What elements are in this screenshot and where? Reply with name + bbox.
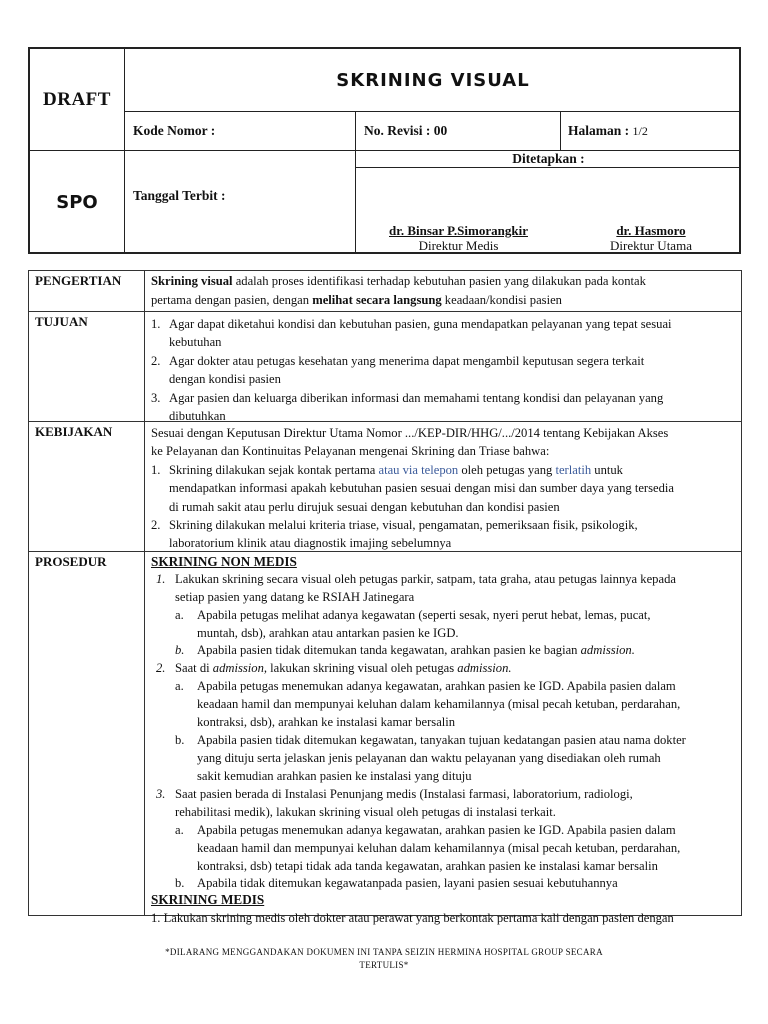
pengertian-term: Skrining visual <box>151 274 233 288</box>
document-title: SKRINING VISUAL <box>336 69 530 91</box>
sub-item-cont: keadaan hamil dan mempunyai keluhan dalam kehamilannya (misal pecah ketuban, perdarahan, <box>197 697 681 711</box>
footer-line-2: TERTULIS* <box>359 960 409 970</box>
pengertian-line1: adalah proses identifikasi terhadap kebutuhan pasien yang dilakukan pada kontak <box>232 274 646 288</box>
kebijakan-label: KEBIJAKAN <box>35 424 113 439</box>
section-heading: SKRINING MEDIS <box>151 892 265 907</box>
signer-1-name: dr. Binsar P.Simorangkir <box>389 223 528 238</box>
prosedur-label: PROSEDUR <box>35 554 107 569</box>
list-item-cont: mendapatkan informasi apakah kebutuhan pasien sesuai dengan misi dan sumber daya yang tersedia <box>169 481 674 495</box>
signer-2-name: dr. Hasmoro <box>616 223 686 238</box>
list-item-cont: setiap pasien yang datang ke RSIAH Jatinegara <box>175 590 415 604</box>
list-item-cont: dibutuhkan <box>169 409 226 423</box>
sub-item-cont: keadaan hamil dan mempunyai keluhan dalam kehamilannya (misal pecah ketuban, perdarahan, <box>197 841 681 855</box>
list-item-cont: laboratorium klinik atau diagnostik imajing sebelumnya <box>169 536 452 550</box>
document-header <box>28 47 741 254</box>
pengertian-line2-end: keadaan/kondisi pasien <box>441 293 562 307</box>
halaman-value: 1/2 <box>632 124 648 138</box>
spo-content-table: PENGERTIAN Skrining visual adalah proses identifikasi terhadap kebutuhan pasien yang dilakukan pada kontak pertama dengan pasien, dengan melihat secara langsung keadaan/kondisi pasien TUJUAN 1. Agar dapat diketahui kondisi dan kebutuhan pasien, guna mendapatkan pelayanan yang tepat sesuai kebutuhan 2. Agar dokter atau petugas kesehatan yang menerima dapat mengambil keputusan segera terkait dengan kondisi pasien 3. Agar pasien dan keluarga diberikan informasi dan memahami tentang kondisi dan pelayanan yang dibutuhkan KEBIJAKAN Sesuai dengan Keputusan Direktur Utama Nomor .../KEP-DIR/HHG/.../2014 tentang Kebijakan Akses ke Pelayanan dan Kontinuitas Pelayanan mengenai Skrining dan Triase bahwa: 1. Skrining dilakukan sejak kontak pertama atau via telepon oleh petugas yang terlatih untuk mendapatkan informasi apakah kebutuhan pasien sesuai dengan misi dan sumber daya yang tersedia di rumah sakit atau perlu dirujuk sesuai dengan kebutuhan dan kondisi pasien 2. Skrining dilakukan melalui kriteria triase, visual, pengamatan, pemeriksaan fisik, psikologik, laboratorium klinik atau diagnostik imajing sebelumnya PROSEDUR SKRINING NON MEDIS 1. Lakukan skrining secara visual oleh petugas parkir, satpam, tata graha, atau petugas lainnya kepada setiap pasien yang datang ke RSIAH Jatinegara a. Apabila petugas melihat adanya kegawatan (seperti sesak, nyeri perut hebat, lemas, pucat, muntah, dsb), arahkan atau antarkan pasien ke IGD. b. Apabila pasien tidak ditemukan tanda kegawatan, arahkan pasien ke bagian admission. 2. Saat di admission, lakukan skrining visual oleh petugas admission. a. Apabila petugas menemukan adanya kegawatan, arahkan pasien ke IGD. Apabila pasien dalam keadaan hamil dan mempunyai keluhan dalam kehamilannya (misal pecah ketuban, perdarahan, kontraksi, dsb), arahkan ke instalasi kamar bersalin b. Apabila pasien tidak ditemukan kegawatan, tanyakan tujuan kedatangan pasien atau nama dokter yang dituju serta jelaskan jenis pelayanan dan waktu pelayanan yang disediakan oleh rumah sakit kemudian arahkan pasien ke instalasi yang dituju 3. Saat pasien berada di Instalasi Penunjang medis (Instalasi farmasi, laboratorium, radiologi, rehabilitasi medik), lakukan skrining visual oleh petugas di instalasi terkait. a. Apabila petugas menemukan adanya kegawatan, arahkan pasien ke IGD. Apabila pasien dalam keadaan hamil dan mempunyai keluhan dalam kehamilannya (misal pecah ketuban, perdarahan, kontraksi, dsb) tetapi tidak ada tanda kegawatan, arahkan pasien ke instalasi kamar bersalin b. Apabila tidak ditemukan kegawatanpada pasien, layani pasien sesuai kebutuhannya SKRINING MEDIS 1. Lakukan skrining medis oleh dokter atau perawat yang berkontak pertama kali dengan pasien dengan <box>28 270 742 916</box>
sub-item-cont: kontraksi, dsb), arahkan ke instalasi kamar bersalin <box>197 715 456 729</box>
halaman-label: Halaman : <box>568 123 630 138</box>
sub-item-cont: kontraksi, dsb) tetapi tidak ada tanda kegawatan, arahkan pasien ke instalasi kamar bersalin <box>197 859 658 873</box>
signer-1 <box>356 223 561 253</box>
draft-label: DRAFT <box>43 88 111 110</box>
spo-label: SPO <box>56 192 98 213</box>
tujuan-label: TUJUAN <box>35 314 88 329</box>
signer-2-title: Direktur Utama <box>610 238 692 253</box>
no-revisi-label: No. Revisi : 00 <box>364 123 448 138</box>
list-item-cont: rehabilitasi medik), lakukan skrining visual oleh petugas di instalasi terkait. <box>175 805 556 819</box>
kebijakan-line: Sesuai dengan Keputusan Direktur Utama Nomor .../KEP-DIR/HHG/.../2014 tentang Kebijakan Akses <box>151 426 669 440</box>
sub-item-cont: yang dituju serta jelaskan jenis pelayanan dan waktu pelayanan yang disediakan oleh rumah <box>197 751 661 765</box>
list-item-cont: dengan kondisi pasien <box>169 372 281 386</box>
footer-line-1: *DILARANG MENGGANDAKAN DOKUMEN INI TANPA SEIZIN HERMINA HOSPITAL GROUP SECARA <box>165 947 603 957</box>
ditetapkan-label: Ditetapkan : <box>512 151 585 166</box>
section-heading: SKRINING NON MEDIS <box>151 554 297 569</box>
tanggal-terbit-label: Tanggal Terbit : <box>133 188 226 203</box>
pengertian-emphasis: melihat secara langsung <box>312 293 442 307</box>
list-item: 1. Lakukan skrining medis oleh dokter atau perawat yang berkontak pertama kali dengan pasien dengan <box>151 911 674 925</box>
pengertian-line2: pertama dengan pasien, dengan <box>151 293 313 307</box>
kebijakan-line: ke Pelayanan dan Kontinuitas Pelayanan mengenai Skrining dan Triase bahwa: <box>151 444 550 458</box>
signer-2 <box>561 223 741 253</box>
pengertian-label: PENGERTIAN <box>35 273 122 288</box>
halaman-field <box>568 123 648 139</box>
sub-item-cont: sakit kemudian arahkan pasien ke instalasi yang dituju <box>197 769 472 783</box>
footer-notice <box>0 946 768 972</box>
signer-1-title: Direktur Medis <box>418 238 499 253</box>
kode-nomor-label: Kode Nomor : <box>133 123 216 138</box>
list-item-cont: di rumah sakit atau perlu dirujuk sesuai dengan kebutuhan dan kondisi pasien <box>169 500 560 514</box>
sub-item-cont: muntah, dsb), arahkan atau antarkan pasien ke IGD. <box>197 626 459 640</box>
list-item-cont: kebutuhan <box>169 335 222 349</box>
